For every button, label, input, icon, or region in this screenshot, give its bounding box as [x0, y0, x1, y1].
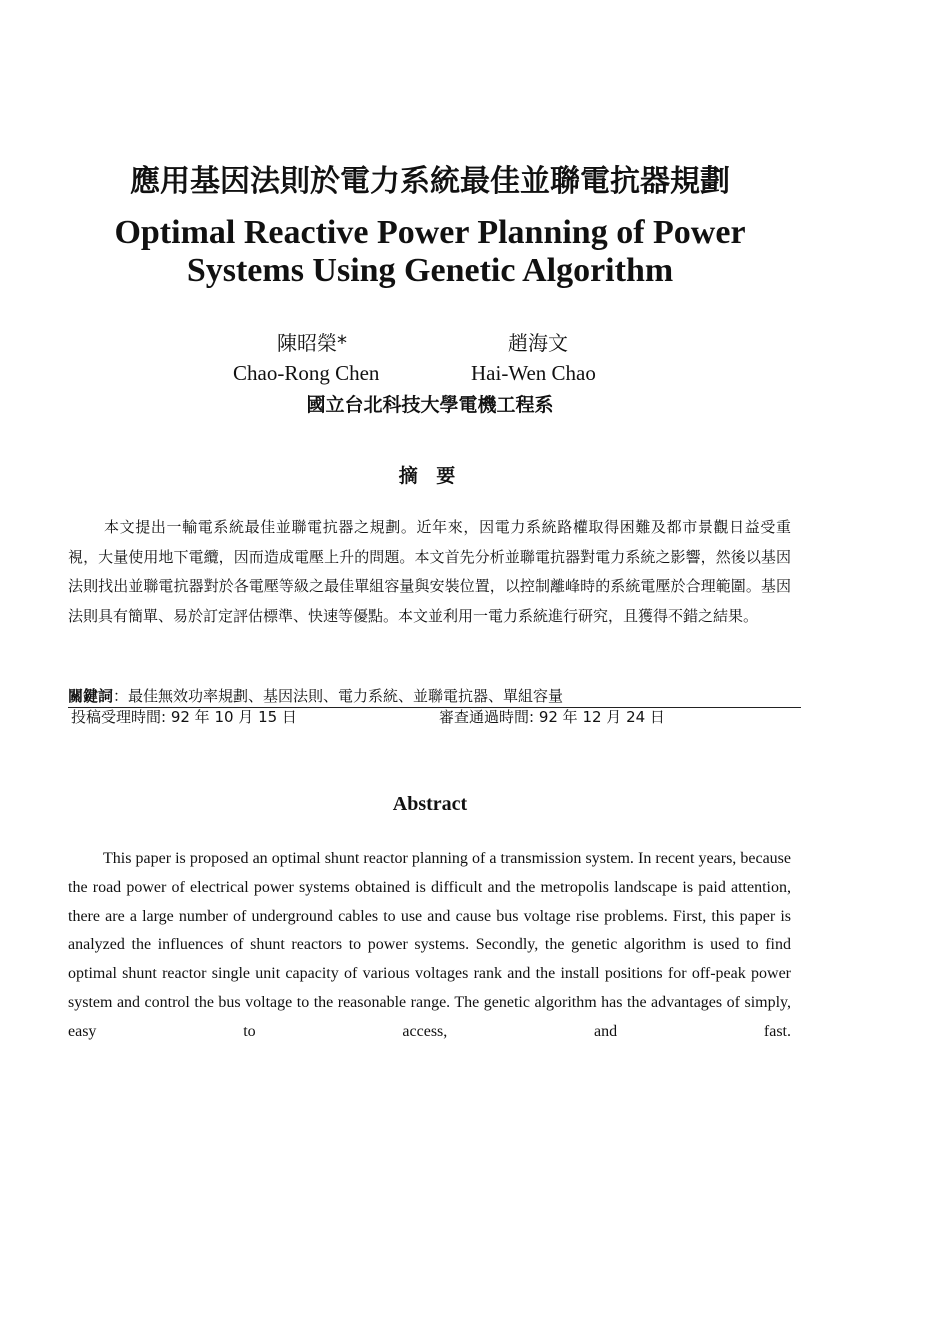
keywords-text: ：最佳無效功率規劃、基因法則、電力系統、並聯電抗器、單組容量: [113, 687, 564, 705]
english-abstract-body: This paper is proposed an optimal shunt reactor planning of a transmission system. In recent years, because the road power of electrical power systems obtained is difficult and the metropolis landscape is paid attention, there are a large number of underground cables to use and cause bus voltage rise problems. First, this paper is analyzed the influences of shunt reactors to power systems. Secondly, the genetic algorithm is used to find optimal shunt reactor single unit capacity of various voltages rank and the install positions for off-peak power system and control the bus voltage to the reasonable range. The genetic algorithm has the advantages of simply, easy to access, and fast.: [68, 850, 791, 1040]
author-2-english-name: Hai-Wen Chao: [471, 361, 596, 385]
title-english-line-2: Systems Using Genetic Algorithm: [186, 252, 674, 289]
keywords-label: 關鍵詞: [68, 687, 114, 705]
affiliation: 國立台北科技大學電機工程系: [306, 394, 554, 416]
english-abstract-heading: Abstract: [392, 793, 468, 815]
received-date: 投稿受理時間: 92 年 10 月 15 日: [71, 708, 297, 726]
title-chinese: 應用基因法則於電力系統最佳並聯電抗器規劃: [130, 164, 730, 199]
author-1-english-name: Chao-Rong Chen: [233, 361, 380, 385]
title-english: [0, 214, 860, 290]
author-2-chinese-name: 趙海文: [508, 331, 568, 355]
keywords-line: [68, 685, 801, 708]
accepted-date: 審查通過時間: 92 年 12 月 24 日: [439, 708, 665, 726]
chinese-abstract-heading: 摘 要: [398, 465, 462, 487]
title-english-line-1: Optimal Reactive Power Planning of Power: [114, 214, 746, 251]
author-1-chinese-name: 陳昭榮*: [277, 331, 347, 355]
chinese-abstract-body: 本文提出一輸電系統最佳並聯電抗器之規劃。近年來，因電力系統路權取得困難及都市景觀日益受重視，大量使用地下電纜，因而造成電壓上升的問題。本文首先分析並聯電抗器對電力系統之影響，然後以基因法則找出並聯電抗器對於各電壓等級之最佳單組容量與安裝位置，以控制離峰時的系統電壓於合理範圍。基因法則具有簡單、易於訂定評估標準、快速等優點。本文並利用一電力系統進行研究，且獲得不錯之結果。: [68, 518, 791, 625]
